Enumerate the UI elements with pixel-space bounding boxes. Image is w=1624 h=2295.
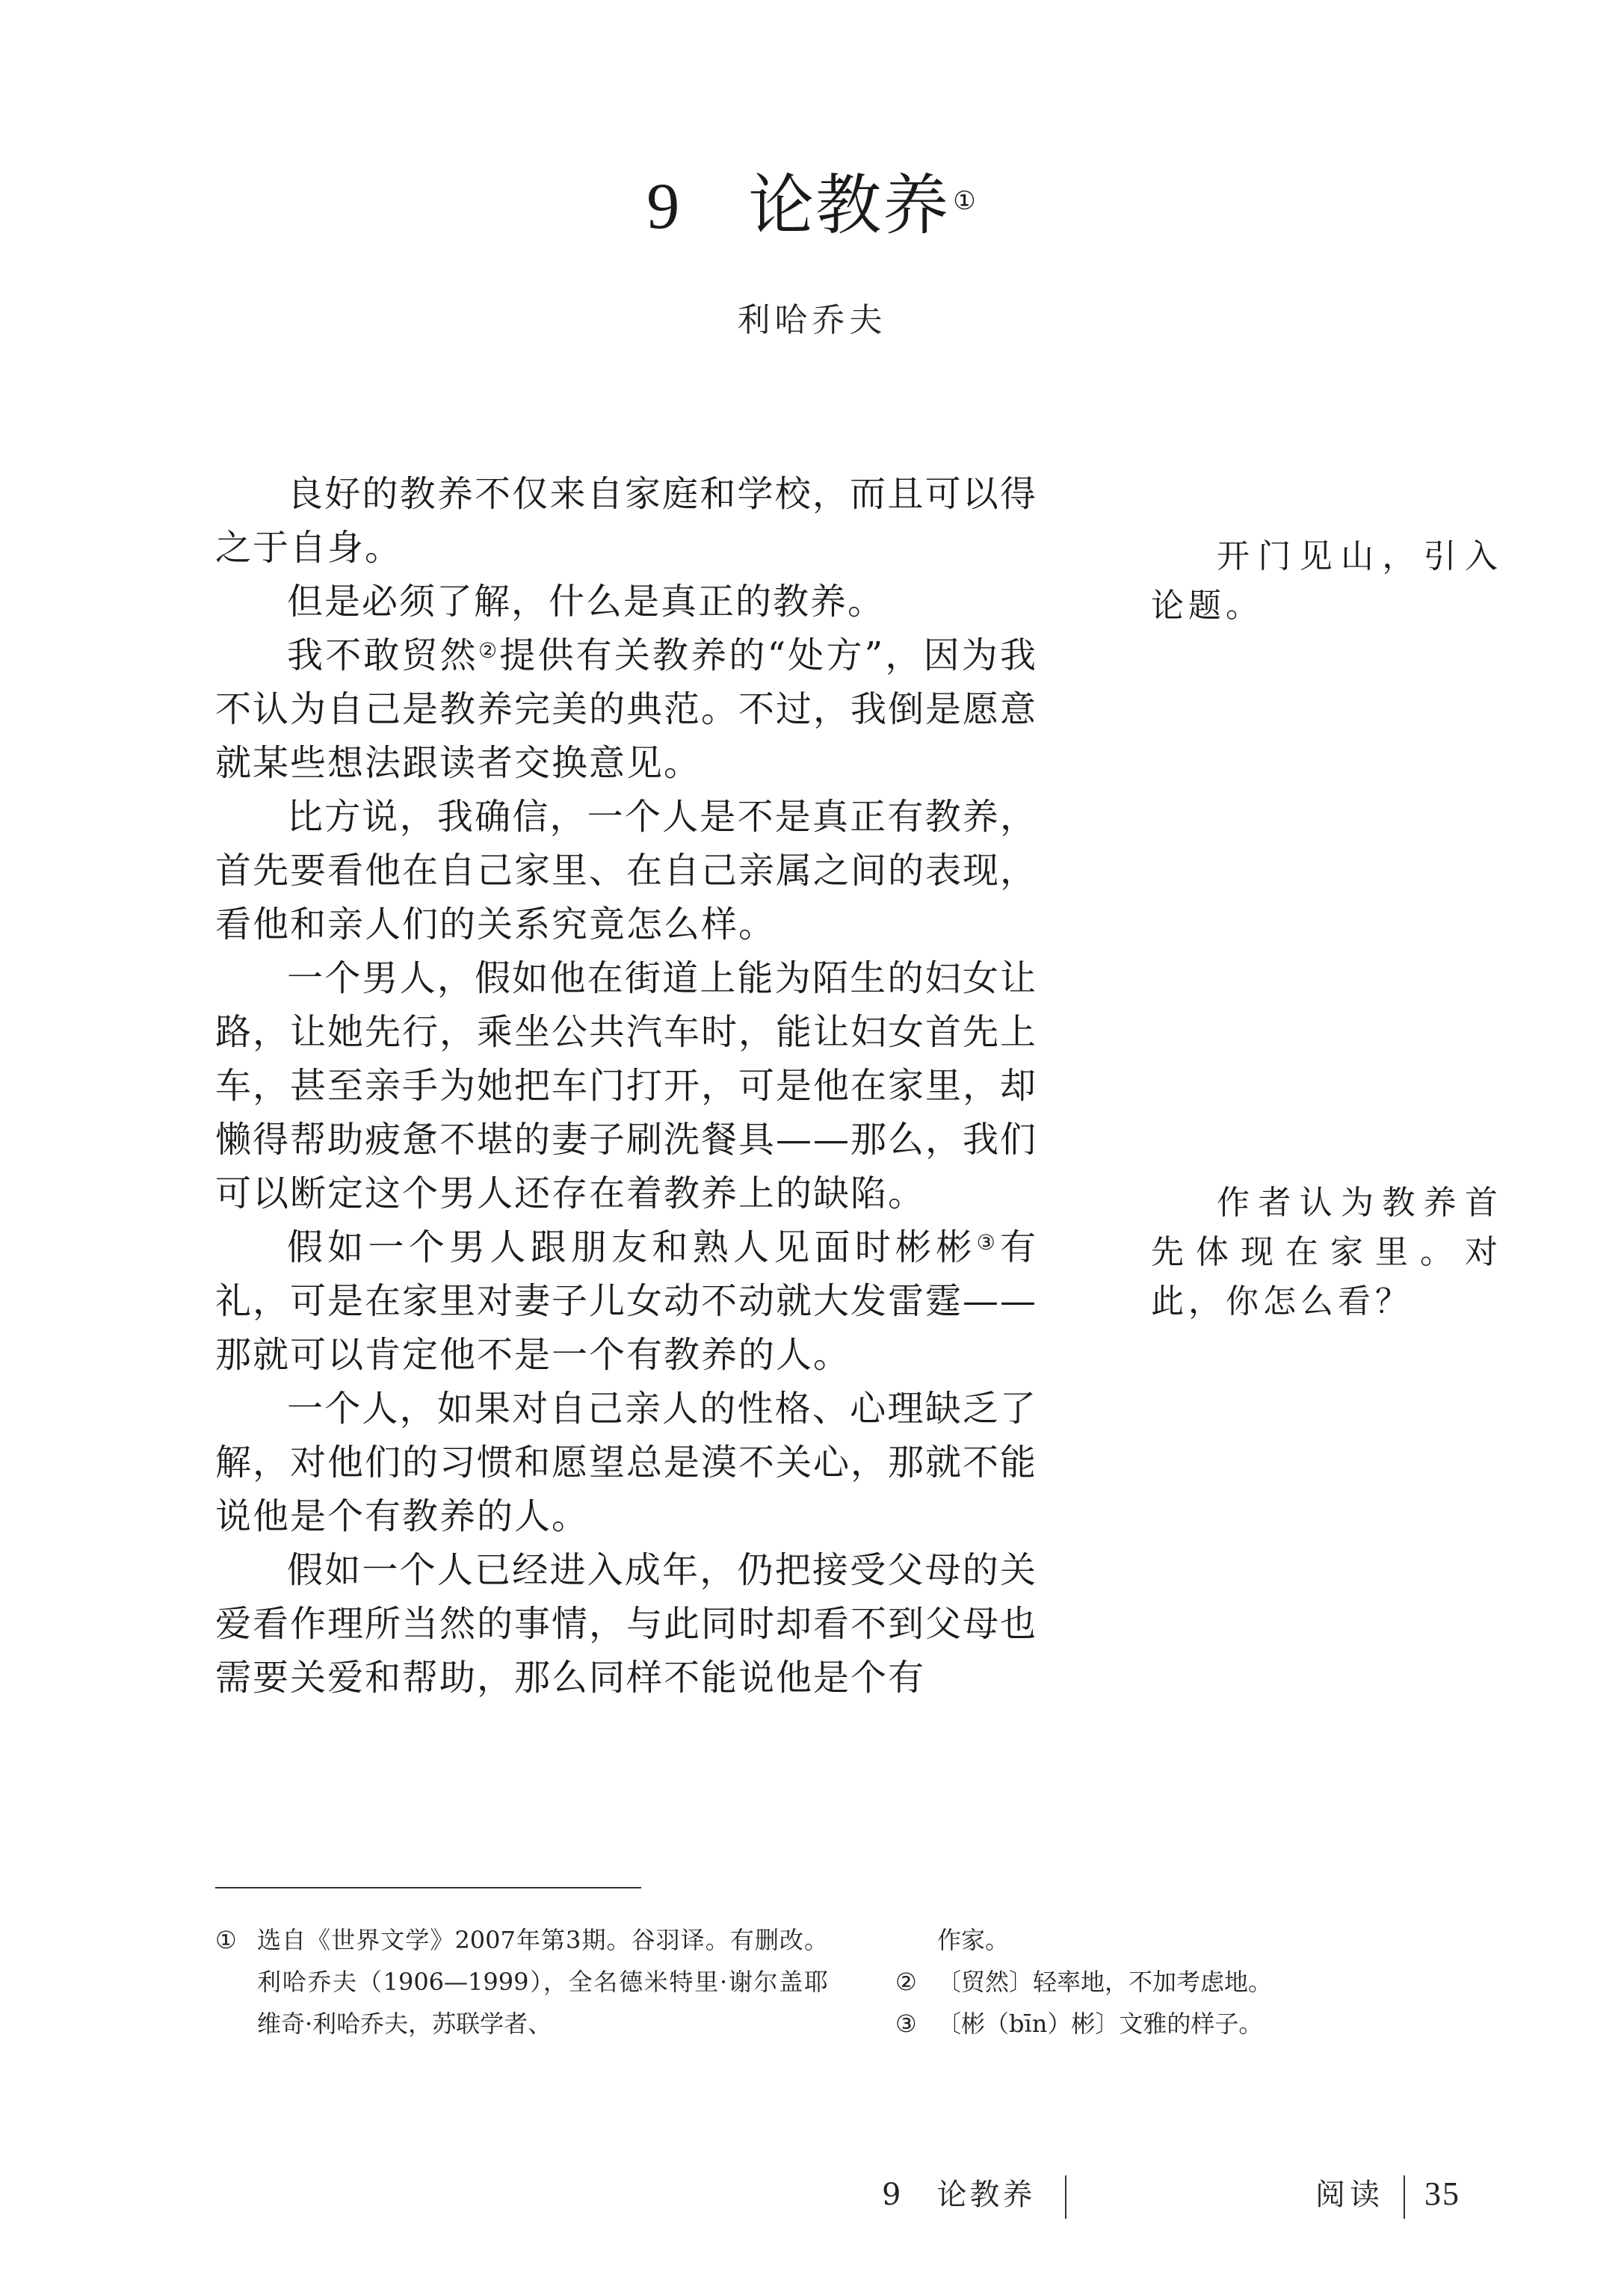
footer-section: 阅读 [1315, 2178, 1384, 2212]
title-footnote-mark: ① [953, 186, 978, 216]
paragraph-text: 有礼，可是在家里对妻子儿女动不动就大发雷霆——那就可以肯定他不是一个有教养的人。 [215, 1226, 1038, 1376]
footnote-column-left [215, 1919, 828, 2045]
body-text [215, 467, 1037, 1705]
footer-divider [1404, 2175, 1405, 2219]
footnote-column-right [895, 1919, 1374, 2045]
paragraph: 一个男人，假如他在街道上能为陌生的妇女让路，让她先行，乘坐公共汽车时，能让妇女首先上车，甚至亲手为她把车门打开，可是他在家里，却懒得帮助疲惫不堪的妻子刷洗餐具——那么，我们可以断定这个男人还存在着教养上的缺陷。 [215, 957, 1038, 1214]
running-footer-page [1315, 2171, 1460, 2219]
paragraph: 比方说，我确信，一个人是不是真正有教养，首先要看他在自己家里、在自己亲属之间的表现，看他和亲人们的关系究竟怎么样。 [215, 796, 1038, 945]
footnote-text: 〔彬（bīn）彬〕文雅的样子。 [937, 2010, 1263, 2038]
footnote-ref: ③ [976, 1230, 1000, 1255]
paragraph [215, 1220, 1037, 1382]
footnote-ref: ② [478, 638, 500, 663]
paragraph-text: 我不敢贸然 [287, 634, 478, 676]
footnote-mark: ③ [895, 2010, 917, 2038]
footnote-continuation: 作家。 [937, 1926, 1010, 1954]
paragraph: 但是必须了解，什么是真正的教养。 [287, 581, 886, 623]
margin-note: 开门见山，引入论题。 [1151, 537, 1502, 625]
running-footer-lesson [882, 2171, 1066, 2219]
footnote-text: 〔贸然〕轻率地，不加考虑地。 [937, 1968, 1273, 1996]
lesson-title [0, 164, 1624, 248]
paragraph: 假如一个人已经进入成年，仍把接受父母的关爱看作理所当然的事情，与此同时却看不到父母也需要关爱和帮助，那么同样不能说他是个有 [215, 1549, 1038, 1699]
page-number: 35 [1424, 2175, 1460, 2212]
paragraph-text: 假如一个男人跟朋友和熟人见面时彬彬 [287, 1226, 977, 1268]
footnote-mark: ① [215, 1926, 237, 1954]
lesson-number: 9 [646, 170, 682, 243]
footnote-item [895, 2003, 1374, 2045]
footnote-mark: ② [895, 1968, 917, 1996]
footnote-text: 选自《世界文学》2007年第3期。谷羽译。有删改。利哈乔夫（1906—1999），全名德米特里·谢尔盖耶维奇·利哈乔夫，苏联学者、 [257, 1926, 828, 2038]
paragraph: 一个人，如果对自己亲人的性格、心理缺乏了解，对他们的习惯和愿望总是漠不关心，那就不能说他是个有教养的人。 [215, 1388, 1038, 1537]
paragraph-text: 提供有关教养的“处方”，因为我不认为自己是教养完美的典范。不过，我倒是愿意就某些想法跟读者交换意见。 [215, 634, 1038, 784]
author: 利哈乔夫 [737, 301, 887, 339]
footer-divider [1065, 2175, 1066, 2219]
footer-lesson-label: 9 论教养 [882, 2178, 1036, 2212]
paragraph [215, 628, 1037, 790]
paragraph: 良好的教养不仅来自家庭和学校，而且可以得之于自身。 [215, 473, 1037, 569]
footnote-item [215, 1919, 828, 2045]
lesson-title-text: 论教养 [748, 167, 951, 244]
margin-note: 作者认为教养首先体现在家里。对此，你怎么看？ [1151, 1184, 1502, 1321]
footnote-item [895, 1961, 1374, 2003]
footnote-divider [215, 1887, 641, 1888]
